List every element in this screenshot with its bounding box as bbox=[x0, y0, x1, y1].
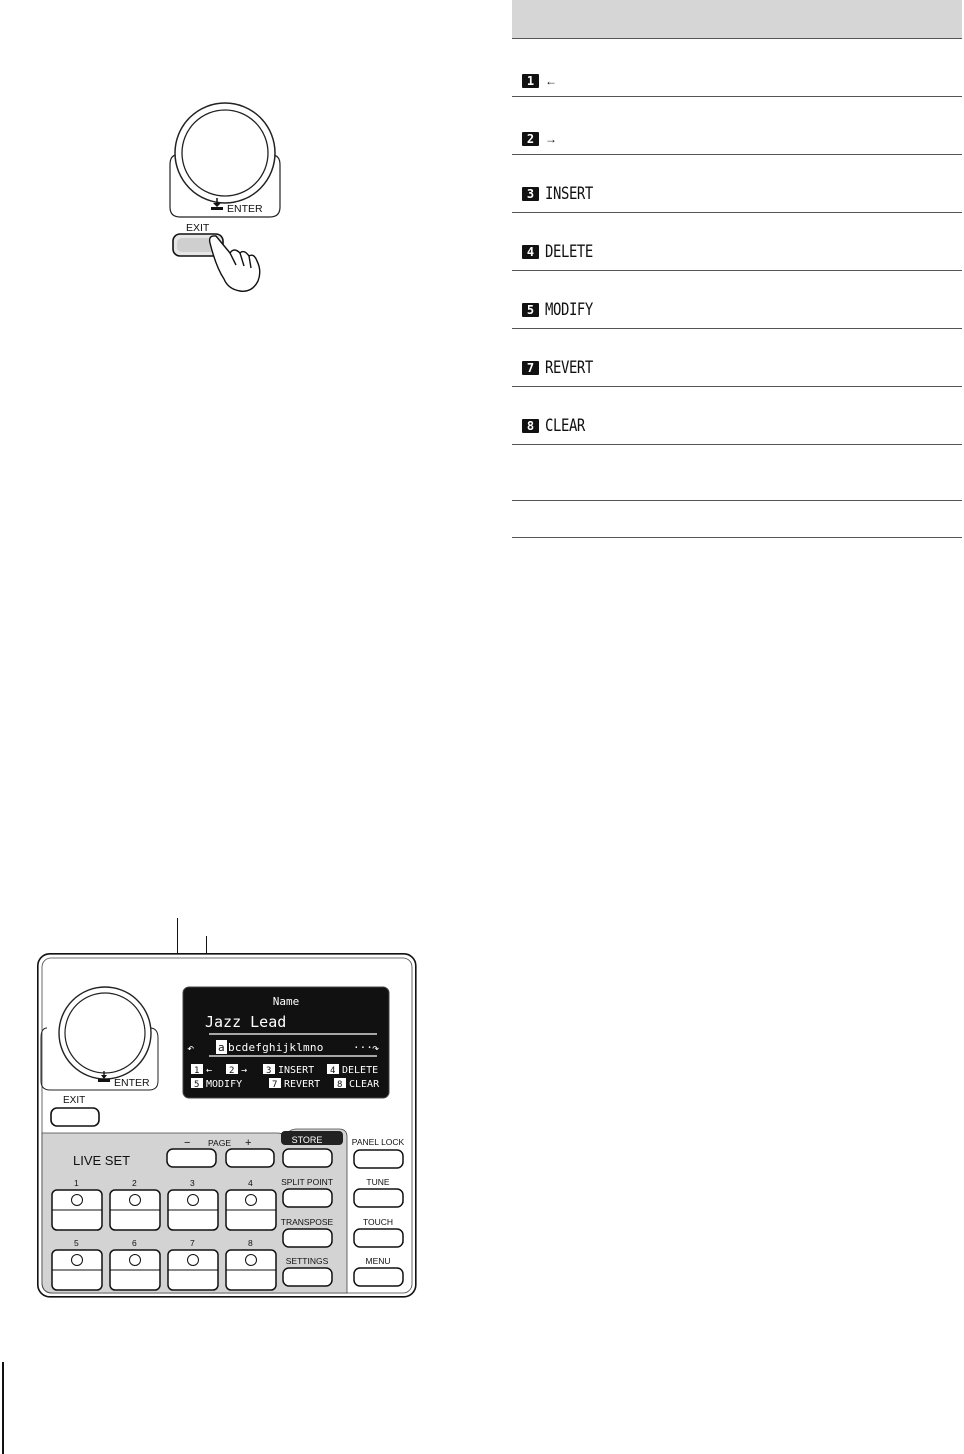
display-name-value: Jazz Lead bbox=[205, 1013, 287, 1031]
table-row-empty bbox=[512, 445, 962, 501]
page-plus-label: + bbox=[245, 1137, 252, 1149]
function-number-3: 3 bbox=[522, 187, 539, 201]
live-set-button-4[interactable] bbox=[226, 1190, 276, 1230]
left-arrow-icon: ← bbox=[545, 74, 557, 88]
live-set-button-5[interactable] bbox=[52, 1250, 102, 1290]
settings-label: SETTINGS bbox=[285, 1256, 329, 1266]
store-button[interactable] bbox=[283, 1149, 332, 1167]
fn-num-1: 1 bbox=[194, 1066, 200, 1076]
touch-label: TOUCH bbox=[362, 1217, 394, 1227]
led-indicator bbox=[246, 1195, 257, 1206]
function-number-2: 2 bbox=[522, 132, 539, 146]
page-minus-button[interactable] bbox=[167, 1149, 216, 1167]
page-edge-mark bbox=[2, 1362, 4, 1454]
fn-left-arrow: ← bbox=[206, 1065, 213, 1076]
fn-num-4: 4 bbox=[330, 1066, 336, 1076]
live-set-5-number: 5 bbox=[74, 1238, 79, 1248]
live-set-8-number: 8 bbox=[248, 1238, 253, 1248]
exit-label: EXIT bbox=[63, 1095, 86, 1106]
data-dial-inner bbox=[182, 110, 268, 196]
live-set-button-6[interactable] bbox=[110, 1250, 160, 1290]
selected-char: a bbox=[218, 1041, 225, 1054]
fn-num-2: 2 bbox=[229, 1066, 235, 1076]
table-row-modify bbox=[512, 271, 962, 329]
menu-label: MENU bbox=[365, 1256, 391, 1266]
scroll-right-icon: ↷ bbox=[372, 1041, 380, 1055]
table-row-right bbox=[512, 97, 962, 155]
table-row-delete bbox=[512, 213, 962, 271]
function-number-5: 5 bbox=[522, 303, 539, 317]
table-row-left bbox=[512, 39, 962, 97]
transpose-label: TRANSPOSE bbox=[280, 1217, 334, 1227]
enter-label: ENTER bbox=[114, 1077, 150, 1089]
live-set-7-number: 7 bbox=[190, 1238, 195, 1248]
table-header bbox=[512, 0, 962, 39]
function-label-clear: CLEAR bbox=[545, 416, 585, 436]
live-set-button-7[interactable] bbox=[168, 1250, 218, 1290]
live-set-button-2[interactable] bbox=[110, 1190, 160, 1230]
data-dial-inner bbox=[65, 993, 145, 1073]
split-point-button[interactable] bbox=[283, 1189, 332, 1207]
led-indicator bbox=[188, 1255, 199, 1266]
hand-icon bbox=[210, 236, 260, 291]
right-arrow-icon: → bbox=[545, 132, 557, 146]
live-set-button-3[interactable] bbox=[168, 1190, 218, 1230]
transpose-button[interactable] bbox=[283, 1229, 332, 1247]
function-number-1: 1 bbox=[522, 74, 539, 88]
char-ellipsis: ··· bbox=[353, 1041, 373, 1054]
settings-button[interactable] bbox=[283, 1268, 332, 1286]
exit-label: EXIT bbox=[186, 222, 210, 234]
function-label-insert: INSERT bbox=[545, 184, 593, 204]
fn-right-arrow: → bbox=[241, 1065, 248, 1076]
live-set-2-number: 2 bbox=[132, 1178, 137, 1188]
split-point-label: SPLIT POINT bbox=[281, 1177, 333, 1187]
fn-revert: REVERT bbox=[284, 1079, 321, 1090]
led-indicator bbox=[130, 1195, 141, 1206]
table-row-revert bbox=[512, 329, 962, 387]
led-indicator bbox=[72, 1255, 83, 1266]
function-label-revert: REVERT bbox=[545, 358, 593, 378]
exit-button[interactable] bbox=[51, 1108, 99, 1126]
function-label-delete: DELETE bbox=[545, 242, 593, 262]
led-indicator bbox=[130, 1255, 141, 1266]
function-label-modify: MODIFY bbox=[545, 300, 593, 320]
page-minus-label: − bbox=[184, 1137, 191, 1149]
table-row-insert bbox=[512, 155, 962, 213]
fn-num-7: 7 bbox=[272, 1080, 278, 1090]
fn-modify: MODIFY bbox=[206, 1079, 243, 1090]
function-number-7: 7 bbox=[522, 361, 539, 375]
tune-button[interactable] bbox=[354, 1189, 403, 1207]
exit-button-illustration bbox=[150, 95, 310, 300]
fn-num-3: 3 bbox=[266, 1066, 272, 1076]
led-indicator bbox=[72, 1195, 83, 1206]
control-panel bbox=[37, 953, 417, 1298]
live-set-label: LIVE SET bbox=[73, 1153, 131, 1168]
char-row: bcdefghijklmno bbox=[228, 1041, 324, 1054]
touch-button[interactable] bbox=[354, 1229, 403, 1247]
live-set-button-8[interactable] bbox=[226, 1250, 276, 1290]
fn-insert: INSERT bbox=[278, 1065, 315, 1076]
live-set-1-number: 1 bbox=[74, 1178, 79, 1188]
function-table bbox=[512, 0, 962, 538]
table-row-empty bbox=[512, 501, 962, 538]
live-set-3-number: 3 bbox=[190, 1178, 195, 1188]
table-row-clear bbox=[512, 387, 962, 445]
live-set-4-number: 4 bbox=[248, 1178, 253, 1188]
tune-label: TUNE bbox=[366, 1177, 390, 1187]
live-set-6-number: 6 bbox=[132, 1238, 137, 1248]
led-indicator bbox=[188, 1195, 199, 1206]
fn-delete: DELETE bbox=[342, 1065, 379, 1076]
menu-button[interactable] bbox=[354, 1268, 403, 1286]
function-number-8: 8 bbox=[522, 419, 539, 433]
panel-lock-label: PANEL LOCK bbox=[351, 1137, 405, 1147]
enter-label: ENTER bbox=[227, 203, 263, 215]
live-set-button-1[interactable] bbox=[52, 1190, 102, 1230]
led-indicator bbox=[246, 1255, 257, 1266]
page-plus-button[interactable] bbox=[226, 1149, 274, 1167]
page-label: PAGE bbox=[208, 1138, 231, 1148]
scroll-left-icon: ↶ bbox=[187, 1041, 195, 1055]
display-title: Name bbox=[272, 995, 300, 1008]
fn-clear: CLEAR bbox=[349, 1079, 380, 1090]
fn-num-8: 8 bbox=[337, 1080, 343, 1090]
store-label: STORE bbox=[291, 1135, 323, 1145]
function-number-4: 4 bbox=[522, 245, 539, 259]
panel-lock-button[interactable] bbox=[354, 1150, 403, 1168]
fn-num-5: 5 bbox=[194, 1080, 200, 1090]
